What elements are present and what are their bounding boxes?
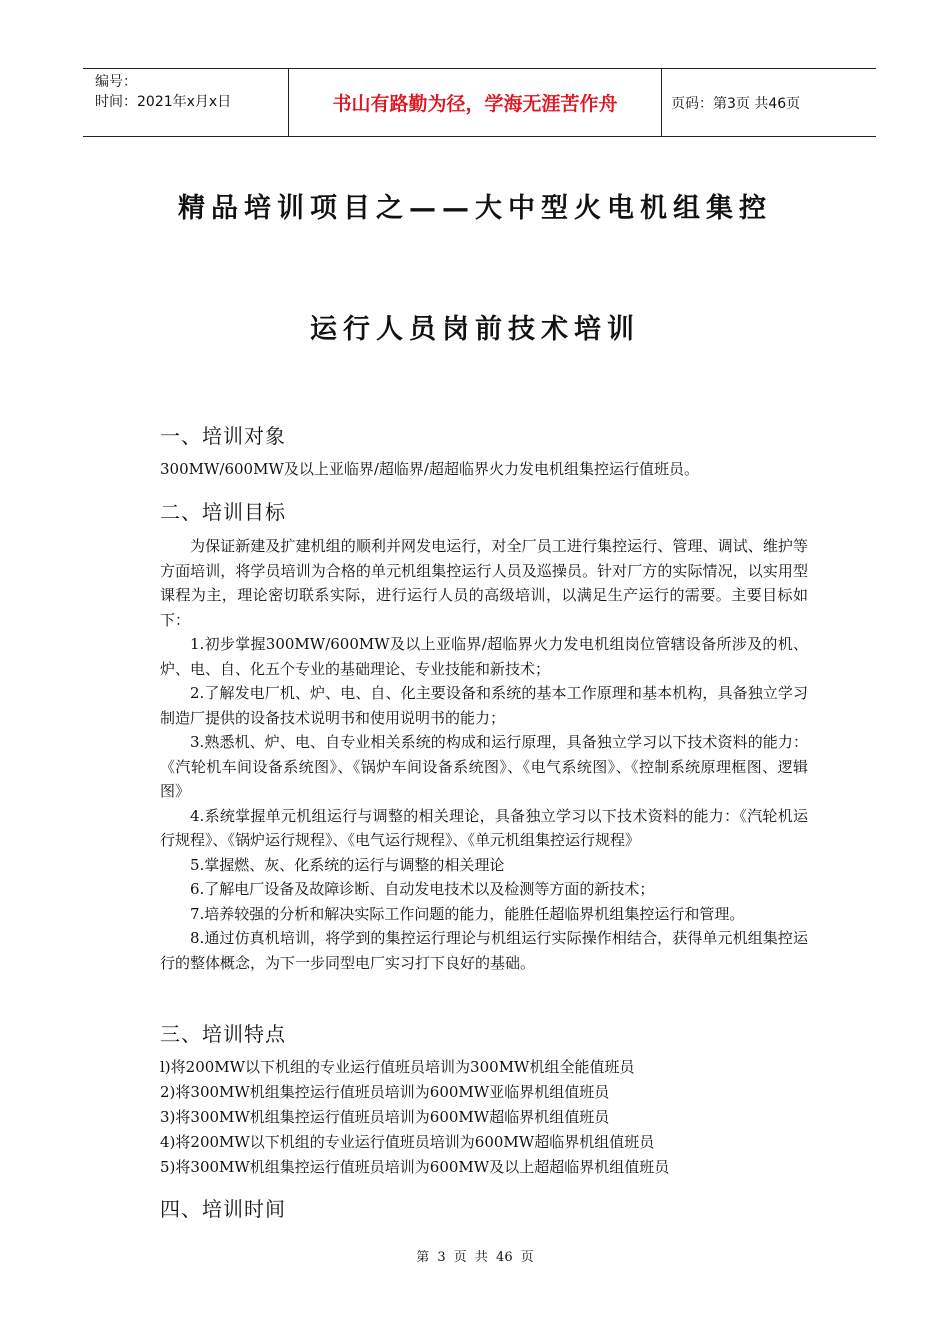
section-1-heading: 一、培训对象 [160,424,286,448]
section-2-item: 2.了解发电厂机、炉、电、自、化主要设备和系统的基本工作原理和基本机构，具备独立学习制造厂提供的设备技术说明书和使用说明书的能力； [160,684,808,727]
header-page-label: 页码：第3页 共46页 [671,95,801,112]
section-4-heading: 四、培训时间 [160,1197,286,1221]
section-2-content [0,534,808,975]
section-2-item: 4.系统掌握单元机组运行与调整的相关理论，具备独立学习以下技术资料的能力：《汽轮机运行规程》、《锅炉运行规程》、《电气运行规程》、《单元机组集控运行规程》 [160,806,808,849]
section-3-item: 4)将200MW以下机组的专业运行值班员培训为600MW超临界机组值班员 [160,1133,655,1151]
section-2-item: 5.掌握燃、灰、化系统的运行与调整的相关理论 [190,855,505,874]
number-label: 编号： [95,74,137,90]
section-2-item: 7.培养较强的分析和解决实际工作问题的能力，能胜任超临界机组集控运行和管理。 [190,904,745,923]
title-line-2: 运行人员岗前技术培训 [310,314,640,345]
section-2-intro: 为保证新建及扩建机组的顺利并网发电运行，对全厂员工进行集控运行、管理、调试、维护等方面培训，将学员培训为合格的单元机组集控运行人员及巡操员。针对厂方的实际情况，以实用型课程为主，理论密切联系实际，进行运行人员的高级培训，以满足生产运行的需要。主要目标如下： [160,537,808,629]
section-3-item: 3)将300MW机组集控运行值班员培训为600MW超临界机组值班员 [160,1108,610,1126]
time-label: 时间：2021年x月x日 [95,94,232,110]
section-2-item: 6.了解电厂设备及故障诊断、自动发电技术以及检测等方面的新技术； [190,880,655,898]
section-3-item: l)将200MW以下机组的专业运行值班员培训为300MW机组全能值班员 [160,1058,635,1076]
header-meta [83,69,288,136]
section-2-heading: 二、培训目标 [160,500,286,524]
page-footer: 第 3 页 共 46 页 [416,1250,534,1265]
section-3-heading: 三、培训特点 [160,1022,286,1046]
section-3-item: 5)将300MW机组集控运行值班员培训为600MW及以上超超临界机组值班员 [160,1158,670,1176]
section-1-body: 300MW/600MW及以上亚临界/超临界/超超临界火力发电机组集控运行值班员。 [160,460,699,478]
section-3-item: 2)将300MW机组集控运行值班员培训为600MW亚临界机组值班员 [160,1083,610,1101]
section-2-item: 1.初步掌握300MW/600MW及以上亚临界/超临界火力发电机组岗位管辖设备所涉及的机、炉、电、自、化五个专业的基础理论、专业技能和新技术； [160,635,808,678]
title-line-1: 精品培训项目之——大中型火电机组集控 [178,193,772,224]
section-2-item: 3.熟悉机、炉、电、自专业相关系统的构成和运行原理，具备独立学习以下技术资料的能力：《汽轮机车间设备系统图》、《锅炉车间设备系统图》、《电气系统图》、《控制系统原理框图、逻辑图》 [160,733,808,800]
section-2-item: 8.通过仿真机培训，将学到的集控运行理论与机组运行实际操作相结合，获得单元机组集控运行的整体概念，为下一步同型电厂实习打下良好的基础。 [160,929,808,972]
document-header [83,68,876,137]
header-motto: 书山有路勤为径，学海无涯苦作舟 [288,69,662,136]
